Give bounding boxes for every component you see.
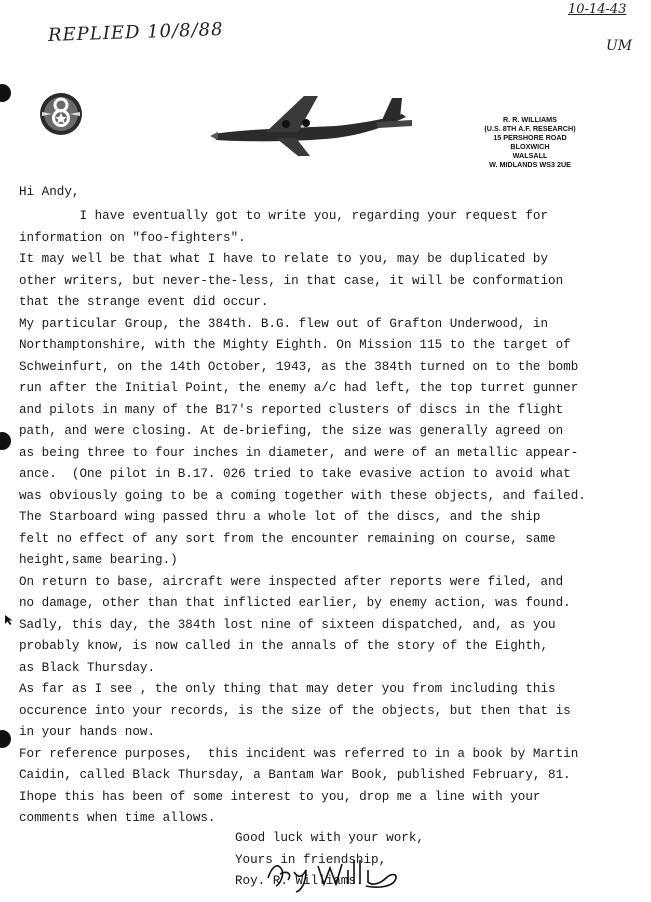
body-line: Schweinfurt, on the 14th October, 1943, as the 384th turned on to the bomb [19,359,579,374]
body-line: that the strange event did occur. [19,295,269,309]
punch-hole-icon [0,432,11,450]
arrow-cursor-icon [4,614,14,626]
punch-hole-icon [0,84,11,102]
body-line: My particular Group, the 384th. B.G. flew out of Grafton Underwood, in [19,316,549,331]
address-line: 15 PERSHORE ROAD [493,133,567,142]
body-line: run after the Initial Point, the enemy a/c had left, the top turret gunner [19,381,579,395]
address-line: WALSALL [512,151,548,160]
body-line: information on "foo-fighters". [19,230,246,245]
closing-line: Roy. R. Williams. [235,874,364,888]
body-line: It may well be that what I have to relate to you, may be duplicated by [19,252,549,266]
body-line: as Black Thursday. [19,660,156,675]
body-line: For reference purposes, this incident was referred to in a book by Martin [19,746,579,761]
body-line: in your hands now. [19,725,156,739]
body-line: comments when time allows. [19,811,216,825]
body-line: Caidin, called Black Thursday, a Bantam War Book, published February, 81. [19,768,571,782]
sender-address-block [470,115,590,169]
body-line: The Starboard wing passed thru a whole lot of the discs, and the ship [19,510,541,524]
address-line: W. MIDLANDS WS3 2UE [489,160,571,169]
address-line: BLOXWICH [510,142,550,151]
body-line: was obviously going to be a coming together with these objects, and failed. [19,488,586,503]
handwritten-reference-date: 10-14-43 [568,2,627,17]
body-line: Ihope this has been of some interest to you, drop me a line with your [19,789,541,804]
letter-greeting: Hi Andy, [19,185,80,199]
letter-body [19,206,644,830]
handwritten-initials: UM [606,38,633,54]
body-line: On return to base, aircraft were inspected after reports were filed, and [19,574,564,589]
handwritten-replied-note: REPLIED 10/8/88 [47,18,224,47]
body-line: height,same bearing.) [19,553,178,567]
body-line: I have eventually got to write you, regarding your request for [19,209,549,223]
body-line: ance. (One pilot in B.17. 026 tried to take evasive action to avoid what [19,467,571,481]
eighth-air-force-emblem-icon [38,90,84,138]
body-line: probably know, is now called in the annals of the story of the Eighth, [19,639,549,653]
body-line: As far as I see , the only thing that may deter you from including this [19,682,556,696]
body-line: Sadly, this day, the 384th lost nine of sixteen dispatched, and, as you [19,617,556,632]
body-line: as being three to four inches in diameter, and were of an metallic appear- [19,445,579,460]
handwritten-signature [262,848,412,896]
punch-hole-icon [0,730,11,748]
body-line: other writers, but never-the-less, in that case, it will be conformation [19,273,564,288]
address-line: R. R. WILLIAMS [503,115,557,124]
body-line: Northamptonshire, with the Mighty Eighth. On Mission 115 to the target of [19,338,571,352]
closing-line: Yours in friendship, [235,852,387,867]
body-line: and pilots in many of the B17's reported clusters of discs in the flight [19,402,564,417]
body-line: path, and were closing. At de-briefing, the size was generally agreed on [19,424,564,438]
body-line: occurence into your records, is the size of the objects, but then that is [19,703,571,718]
closing-line: Good luck with your work, [235,831,424,845]
b17-bomber-drawing-icon [206,90,416,160]
body-line: no damage, other than that inflicted earlier, by enemy action, was found. [19,596,571,610]
body-line: felt no effect of any sort from the encounter remaining on course, same [19,531,556,546]
address-line: (U.S. 8TH A.F. RESEARCH) [484,124,576,133]
